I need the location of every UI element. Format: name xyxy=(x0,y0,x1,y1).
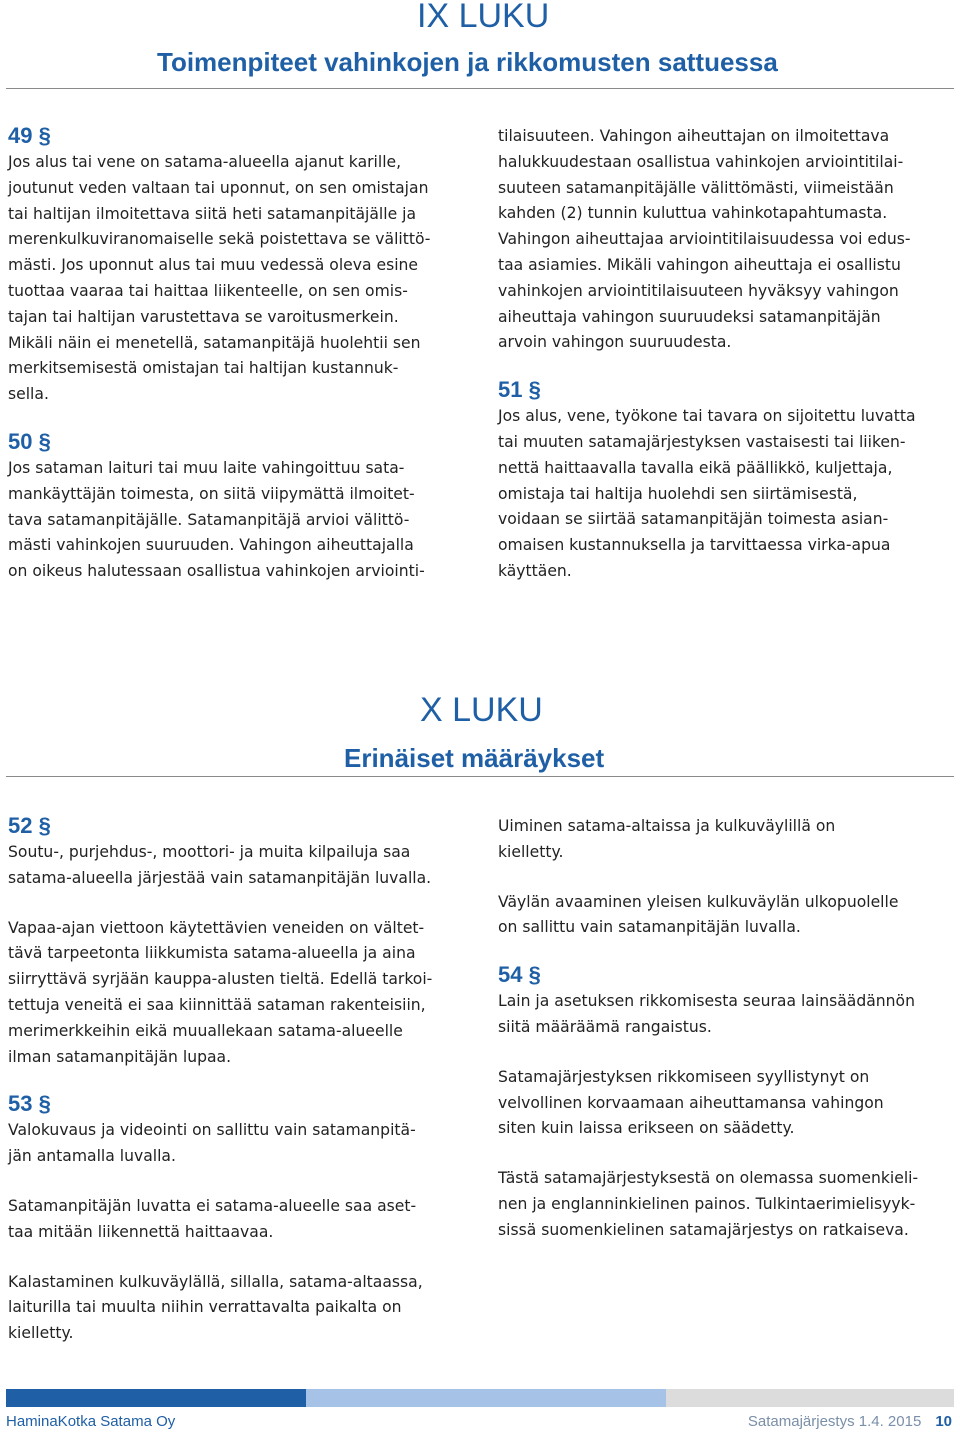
text-line: Soutu-, purjehdus-, moottori- ja muita kilpailuja saa xyxy=(8,843,411,861)
text-line: tava satamanpitäjälle. Satamanpitäjä arvioi välittö- xyxy=(8,510,410,529)
text-line: suuteen satamanpitäjälle välittömästi, viimeistään xyxy=(498,178,894,197)
footer-bar-mid xyxy=(306,1389,666,1407)
text-line: siitä määräämä rangaistus. xyxy=(498,1017,712,1036)
text-line: Valokuvaus ja videointi on sallittu vain satamanpitä- xyxy=(8,1121,416,1140)
text-line: Satamanpitäjän luvatta ei satama-alueelle saa aset- xyxy=(8,1196,417,1215)
section-53-paragraph-2 xyxy=(8,1194,478,1246)
text-line: käyttäen. xyxy=(498,561,572,580)
text-line: merimerkkeihin eikä muuallekaan satama-alueelle xyxy=(8,1021,403,1040)
text-line: merkitsemisestä omistajan tai haltijan kustannuk- xyxy=(8,359,399,378)
text-line: omaisen kustannuksella ja tarvittaessa virka-apua xyxy=(498,536,891,555)
text-line: omistaja tai haltija huolehdi sen siirtämisestä, xyxy=(498,484,858,503)
page-number: 10 xyxy=(935,1413,952,1430)
text-line: velvollinen korvaamaan aiheuttamansa vahingon xyxy=(498,1093,884,1112)
text-line: vahinkojen arviointitilaisuuteen hyväksyy vahingon xyxy=(498,281,899,300)
section-53-continued-paragraph-2 xyxy=(498,890,958,942)
text-line: siirryttävä syrjään kauppa-alusten tieltä. Edellä tarkoi- xyxy=(8,970,433,989)
section-54-paragraph-3 xyxy=(498,1166,958,1243)
footer-color-bars xyxy=(6,1389,954,1407)
text-line: ilman satamanpitäjän lupaa. xyxy=(8,1047,232,1066)
section-53-continued-paragraph-1 xyxy=(498,814,958,866)
section-54-paragraph-1 xyxy=(498,989,958,1041)
text-line: tettuja veneitä ei saa kiinnittää sataman rakenteisiin, xyxy=(8,995,426,1014)
section-51-paragraph xyxy=(498,404,958,585)
text-line: Jos alus, vene, työkone tai tavara on sijoitettu luvatta xyxy=(498,407,916,426)
text-line: sissä suomenkielinen satamajärjestys on ratkaiseva. xyxy=(498,1220,909,1239)
text-line: joutunut veden valtaan tai uponnut, on sen omistajan xyxy=(8,178,429,197)
footer-document-title: Satamajärjestys 1.4. 2015 xyxy=(747,1413,922,1430)
section-49-heading: 49 § xyxy=(8,123,51,148)
text-line: mästi. Jos uponnut alus tai muu vedessä oleva esine xyxy=(8,256,419,275)
text-line: mankäyttäjän toimesta, on siitä viipymättä ilmoitet- xyxy=(8,484,415,503)
text-line: mästi vahinkojen suuruuden. Vahingon aiheuttajalla xyxy=(8,536,414,555)
text-line: kielletty. xyxy=(498,842,564,861)
text-line: kielletty. xyxy=(8,1324,74,1343)
text-line: tuottaa vaaraa tai haittaa liikenteelle, on sen omis- xyxy=(8,281,408,300)
section-50-heading: 50 § xyxy=(8,428,51,454)
section-54-heading: 54 § xyxy=(498,962,541,988)
chapter-9-left-column xyxy=(8,122,478,585)
section-52-paragraph-1 xyxy=(8,840,478,892)
text-line: laiturilla tai muulta niihin verrattavalta paikalta on xyxy=(8,1298,402,1317)
text-line: tajan tai haltijan varustettava se varoitusmerkein. xyxy=(8,307,399,326)
text-line: Uiminen satama-altaissa ja kulkuväylillä on xyxy=(498,817,836,835)
footer-bar-dark xyxy=(6,1389,306,1407)
chapter-10-left-column xyxy=(8,812,478,1347)
text-line: Jos sataman laituri tai muu laite vahingoittuu sata- xyxy=(8,458,405,477)
text-line: sella. xyxy=(8,385,49,404)
text-line: siten kuin laissa erikseen on säädetty. xyxy=(498,1119,795,1138)
footer-doc-info xyxy=(748,1413,952,1430)
text-line: tävä tarpeetonta liikkumista satama-alueella ja aina xyxy=(8,944,416,963)
text-line: Tästä satamajärjestyksestä on olemassa suomenkieli- xyxy=(498,1169,919,1188)
chapter-9-right-column xyxy=(498,124,958,585)
footer-company-name: HaminaKotka Satama Oy xyxy=(6,1413,176,1430)
footer-bar-light xyxy=(666,1389,954,1407)
text-line: nettä haittaavalla tavalla eikä päällikkö, kuljettaja, xyxy=(498,458,893,477)
text-line: Lain ja asetuksen rikkomisesta seuraa lainsäädännön xyxy=(498,992,915,1011)
text-line: on sallittu vain satamanpitäjän luvalla. xyxy=(498,918,801,937)
text-line: Kalastaminen kulkuväylällä, sillalla, satama-altaassa, xyxy=(8,1272,423,1291)
text-line: Jos alus tai vene on satama-alueella ajanut karille, xyxy=(8,153,402,171)
text-line: Väylän avaaminen yleisen kulkuväylän ulkopuolelle xyxy=(498,892,899,911)
chapter-10-title: X LUKU xyxy=(420,691,543,729)
text-line: on oikeus halutessaan osallistua vahinkojen arviointi- xyxy=(8,562,425,581)
section-53-paragraph-3 xyxy=(8,1270,478,1347)
section-54-paragraph-2 xyxy=(498,1065,958,1142)
section-52-paragraph-2 xyxy=(8,916,478,1071)
text-line: taa mitään liikennettä haittaavaa. xyxy=(8,1222,274,1241)
text-line: Vapaa-ajan viettoon käytettävien veneiden on vältet- xyxy=(8,918,425,937)
text-line: voidaan se siirtää satamanpitäjän toimesta asian- xyxy=(498,510,889,529)
text-line: Mikäli näin ei menetellä, satamanpitäjä huolehtii sen xyxy=(8,333,421,352)
text-line: Satamajärjestyksen rikkomiseen syyllistynyt on xyxy=(498,1067,870,1086)
text-line: nen ja englanninkielinen painos. Tulkintaerimielisyyk- xyxy=(498,1194,916,1213)
text-line: arvoin vahingon suuruudesta. xyxy=(498,333,732,352)
text-line: kahden (2) tunnin kuluttua vahinkotapahtumasta. xyxy=(498,204,888,223)
chapter-9-subtitle: Toimenpiteet vahinkojen ja rikkomusten sattuessa xyxy=(157,47,778,77)
text-line: tai muuten satamajärjestyksen vastaisesti tai liiken- xyxy=(498,432,906,451)
chapter-9-rule xyxy=(6,88,954,89)
chapter-10-subtitle: Erinäiset määräykset xyxy=(344,743,605,773)
text-line: jän antamalla luvalla. xyxy=(8,1147,176,1166)
text-line: halukkuudestaan osallistua vahinkojen arviointitilai- xyxy=(498,152,904,171)
text-line: Vahingon aiheuttajaa arviointitilaisuudessa voi edus- xyxy=(498,230,911,249)
section-53-paragraph-1 xyxy=(8,1118,478,1170)
text-line: satama-alueella järjestää vain satamanpitäjän luvalla. xyxy=(8,868,432,887)
chapter-10-rule xyxy=(6,776,954,777)
text-line: taa asiamies. Mikäli vahingon aiheuttaja ei osallistu xyxy=(498,255,901,274)
section-49-paragraph xyxy=(8,150,478,408)
section-53-heading: 53 § xyxy=(8,1091,51,1117)
section-52-heading: 52 § xyxy=(8,813,51,838)
chapter-10-right-column xyxy=(498,814,958,1244)
section-50-paragraph xyxy=(8,456,478,585)
section-51-heading: 51 § xyxy=(498,377,541,403)
text-line: tai haltijan ilmoitettava siitä heti satamanpitäjälle ja xyxy=(8,204,417,223)
text-line: aiheuttaja vahingon suuruudeksi satamanpitäjän xyxy=(498,307,881,326)
text-line: tilaisuuteen. Vahingon aiheuttajan on ilmoitettava xyxy=(498,127,890,145)
text-line: merenkulkuviranomaiselle sekä poistettava se välittö- xyxy=(8,230,431,249)
chapter-9-title: IX LUKU xyxy=(417,0,550,35)
section-50-continued-paragraph xyxy=(498,124,958,356)
